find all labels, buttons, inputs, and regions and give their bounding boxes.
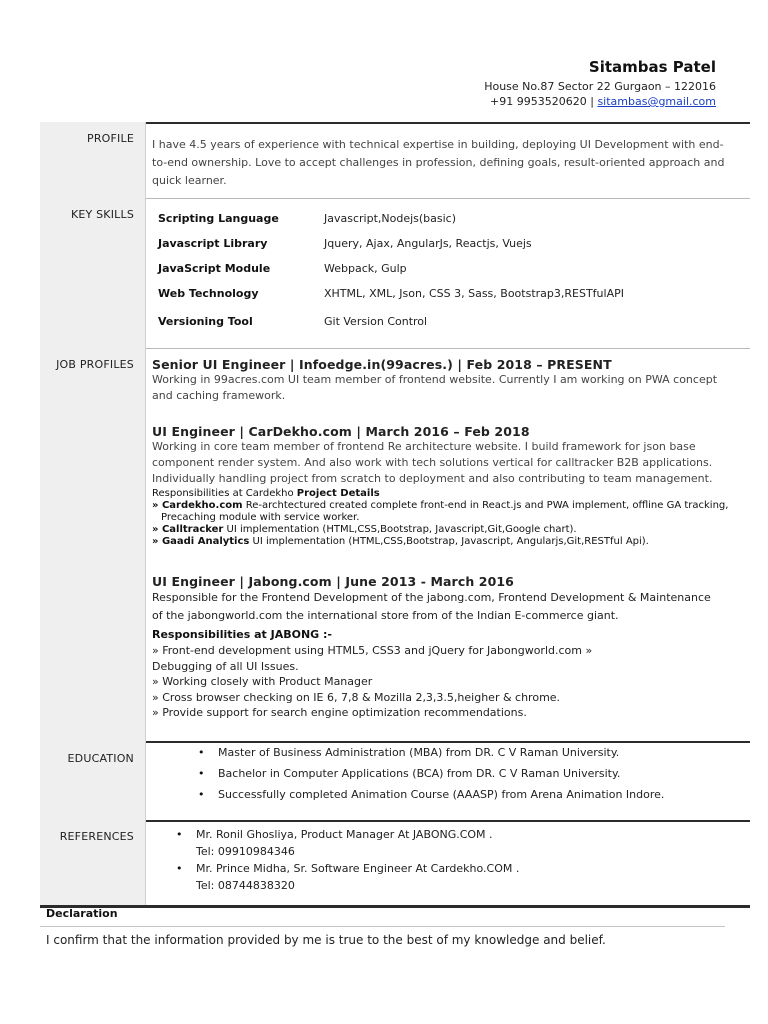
project-item [152, 536, 728, 548]
reference-tel: Tel: 09910984346 [196, 845, 295, 858]
education-item: • Successfully completed Animation Course (AAASP) from Arena Animation Indore. [218, 788, 664, 809]
skill-key: Versioning Tool [158, 314, 253, 328]
skills-label-cell [40, 198, 146, 348]
job-desc-line: component render system. And also work with tech solutions vertical for calltracker B2B applications. [152, 456, 713, 469]
job-desc-line: Responsible for the Frontend Development of the jabong.com, Frontend Development & Maintenance [152, 591, 711, 604]
profile-label-cell [40, 122, 146, 198]
responsibility-item: » Front-end development using HTML5, CSS3 and jQuery for Jabongworld.com » [152, 644, 593, 657]
candidate-name: Sitambas Patel [588, 58, 716, 76]
project-name: » Gaadi Analytics [152, 536, 250, 547]
jobs-label-cell [40, 348, 146, 741]
job-entry-cardekho [152, 424, 728, 548]
skills-section [40, 198, 750, 348]
job-title: UI Engineer | CarDekho.com | March 2016 – Feb 2018 [152, 424, 530, 439]
resp-bold: Project Details [296, 488, 380, 499]
education-list [218, 746, 664, 809]
skill-value: Jquery, Ajax, AngularJs, Reactjs, Vuejs [324, 237, 532, 250]
job-desc-line: Working in 99acres.com UI team member of frontend website. Currently I am working on PWA concept [152, 373, 718, 386]
skill-key: Web Technology [158, 287, 259, 300]
skill-row [158, 206, 624, 231]
education-section [40, 741, 750, 820]
job-desc-line: of the jabongworld.com the international store from of the Indian E-commerce giant. [152, 609, 619, 622]
contact-line [484, 94, 716, 109]
job-desc-line: Working in core team member of frontend Re architecture website. I build framework for json base [152, 440, 696, 453]
skills-table [158, 206, 624, 336]
declaration-text: I confirm that the information provided by me is true to the best of my knowledge and belief. [46, 933, 606, 947]
job-desc-line: Individually handling project from scratch to deployment and also contributing to team management. [152, 472, 713, 485]
profile-line: to-end ownership. Love to accept challenges in profession, defining goals, result-oriented approach and [152, 156, 725, 169]
skill-key: Javascript Library [158, 237, 268, 250]
project-item [152, 524, 728, 536]
jobs-section [40, 348, 750, 741]
email-link[interactable]: sitambas@gmail.com [597, 95, 716, 108]
responsibility-item: » Working closely with Product Manager [152, 675, 373, 688]
job-title: Senior UI Engineer | Infoedge.in(99acres.) | Feb 2018 – PRESENT [152, 357, 612, 372]
project-text: UI implementation (HTML,CSS,Bootstrap, Javascript, Angularjs,Git,RESTful Api). [249, 536, 649, 547]
responsibility-item: » Provide support for search engine optimization recommendations. [152, 706, 527, 719]
skill-key: Scripting Language [158, 212, 279, 225]
education-item: • Master of Business Administration (MBA) from DR. C V Raman University. [218, 746, 664, 767]
education-label-cell [40, 741, 146, 820]
profile-body [152, 122, 750, 198]
skills-body [152, 198, 750, 348]
skill-value: XHTML, XML, Json, CSS 3, Sass, Bootstrap3,RESTfulAPI [324, 287, 624, 300]
reference-name: • Mr. Prince Midha, Sr. Software Engineer At Cardekho.COM . [196, 860, 519, 877]
skills-label: KEY SKILLS [70, 208, 134, 221]
reference-name: • Mr. Ronil Ghosliya, Product Manager At JABONG.COM . [196, 826, 519, 843]
project-name: » Calltracker [152, 524, 224, 535]
references-label-cell [40, 820, 146, 905]
profile-line: I have 4.5 years of experience with technical expertise in building, deploying UI Development with end- [152, 138, 724, 151]
declaration-underline [40, 926, 725, 927]
address: House No.87 Sector 22 Gurgaon – 122016 [484, 80, 716, 93]
education-item: • Bachelor in Computer Applications (BCA) from DR. C V Raman University. [218, 767, 664, 788]
declaration-label: Declaration [46, 907, 118, 920]
jobs-body [152, 348, 750, 741]
project-item [152, 500, 728, 512]
skill-value: Javascript,Nodejs(basic) [324, 212, 457, 225]
skill-row [158, 306, 624, 336]
declaration-divider [40, 905, 750, 908]
references-label: REFERENCES [59, 830, 134, 843]
job-entry-99acres [152, 357, 717, 404]
reference-tel: Tel: 08744838320 [196, 879, 295, 892]
references-section [40, 820, 750, 905]
responsibilities-heading [152, 488, 728, 500]
project-text: UI implementation (HTML,CSS,Bootstrap, Javascript,Git,Google chart). [223, 524, 577, 535]
references-body [152, 820, 750, 905]
job-entry-jabong [152, 574, 711, 721]
references-list [196, 826, 519, 894]
profile-label: PROFILE [87, 132, 134, 145]
profile-line: quick learner. [152, 174, 227, 187]
profile-text [152, 136, 724, 190]
phone: +91 9953520620 | [490, 95, 594, 108]
responsibility-item: Debugging of all UI Issues. [152, 659, 299, 673]
project-name: » Cardekho.com [152, 500, 243, 511]
job-desc-line: and caching framework. [152, 389, 286, 402]
skill-row [158, 231, 624, 256]
project-item-cont: Precaching module with service worker. [161, 512, 360, 523]
resume-header [484, 58, 716, 109]
education-label: EDUCATION [67, 752, 134, 765]
skill-key: JavaScript Module [158, 262, 271, 275]
responsibility-item: » Cross browser checking on IE 6, 7,8 & Mozilla 2,3,3.5,heigher & chrome. [152, 690, 561, 704]
skill-row [158, 256, 624, 281]
jobs-label: JOB PROFILES [56, 358, 134, 371]
responsibilities-title: Responsibilities at JABONG :- [152, 628, 332, 641]
profile-section [40, 122, 750, 198]
education-body [152, 741, 750, 820]
skill-value: Webpack, Gulp [324, 262, 407, 275]
job-title: UI Engineer | Jabong.com | June 2013 - March 2016 [152, 574, 514, 589]
skill-row [158, 281, 624, 306]
skill-value: Git Version Control [324, 314, 428, 328]
project-text: Re-archtectured created complete front-end in React.js and PWA implement, offline GA tracking, [242, 500, 729, 511]
resp-prefix: Responsibilities at Cardekho [152, 488, 297, 499]
